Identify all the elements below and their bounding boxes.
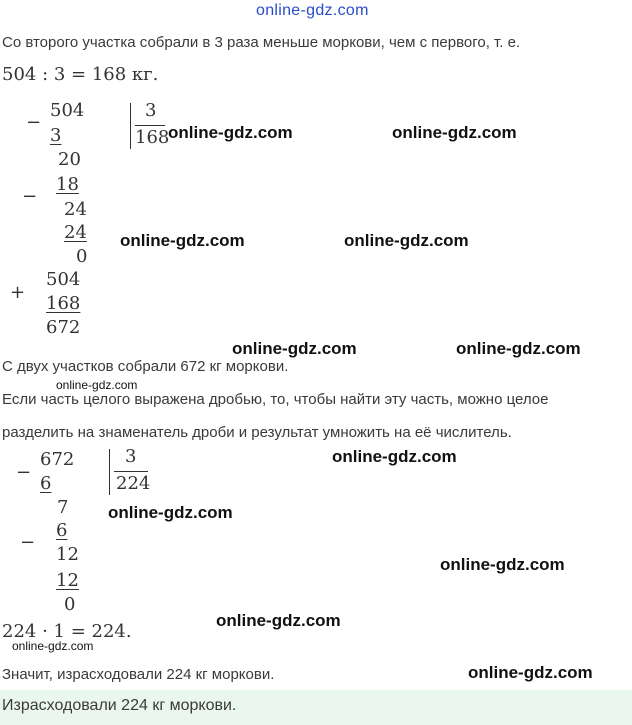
text-line-4: Если часть целого выражена дробью, то, чтобы найти эту часть, можно целое: [2, 391, 549, 408]
dividend: 504: [50, 100, 85, 121]
text-line-3: С двух участков собрали 672 кг моркови.: [2, 358, 289, 375]
addend-2: 168: [46, 293, 81, 314]
remainder-1: 7: [57, 497, 69, 518]
remainder-3: 0: [64, 594, 76, 615]
minus-sign-2: −: [22, 186, 38, 207]
watermark-top: online-gdz.com: [256, 2, 369, 19]
divisor: 3: [145, 100, 157, 121]
addend-1: 504: [46, 269, 81, 290]
quotient: 168: [135, 127, 170, 148]
subtrahend-2: 18: [56, 174, 79, 195]
subtrahend-3: 24: [64, 222, 87, 243]
equation-2: 224 · 1 = 224.: [2, 621, 132, 642]
remainder-2: 12: [56, 544, 79, 565]
minus-sign-2: −: [20, 532, 36, 553]
sum: 672: [46, 317, 81, 338]
remainder-1: 20: [58, 149, 81, 170]
watermark-small: online-gdz.com: [12, 639, 94, 653]
division-bracket: [109, 449, 110, 495]
watermark: online-gdz.com: [392, 123, 517, 142]
minus-sign: −: [26, 112, 42, 133]
text-line-7: Значит, израсходовали 224 кг моркови.: [2, 666, 275, 683]
subtrahend-1: 3: [50, 125, 62, 146]
watermark: online-gdz.com: [440, 555, 565, 574]
remainder-3: 0: [76, 246, 88, 267]
equation-1: 504 : 3 = 168 кг.: [2, 64, 159, 85]
divisor: 3: [125, 446, 137, 467]
watermark: online-gdz.com: [168, 123, 293, 142]
subtrahend-2: 6: [56, 520, 68, 541]
watermark-small: online-gdz.com: [56, 378, 138, 392]
plus-sign: +: [10, 282, 26, 303]
dividend: 672: [40, 449, 75, 470]
subtrahend-3: 12: [56, 570, 79, 591]
watermark: online-gdz.com: [468, 663, 593, 682]
watermark: online-gdz.com: [456, 339, 581, 358]
watermark: online-gdz.com: [120, 231, 245, 250]
watermark: online-gdz.com: [332, 447, 457, 466]
watermark: online-gdz.com: [108, 503, 233, 522]
text-line-5: разделить на знаменатель дроби и результат умножить на её числитель.: [2, 424, 512, 441]
division-bracket: [130, 103, 131, 149]
answer-text: Израсходовали 224 кг моркови.: [2, 697, 237, 714]
watermark: online-gdz.com: [344, 231, 469, 250]
remainder-2: 24: [64, 199, 87, 220]
quotient-line: [135, 125, 165, 126]
minus-sign: −: [16, 462, 32, 483]
quotient-line: [114, 471, 148, 472]
subtrahend-1: 6: [40, 473, 52, 494]
watermark: online-gdz.com: [216, 611, 341, 630]
watermark: online-gdz.com: [232, 339, 357, 358]
text-line-1: Со второго участка собрали в 3 раза меньше моркови, чем с первого, т. е.: [2, 34, 521, 51]
quotient: 224: [116, 473, 151, 494]
